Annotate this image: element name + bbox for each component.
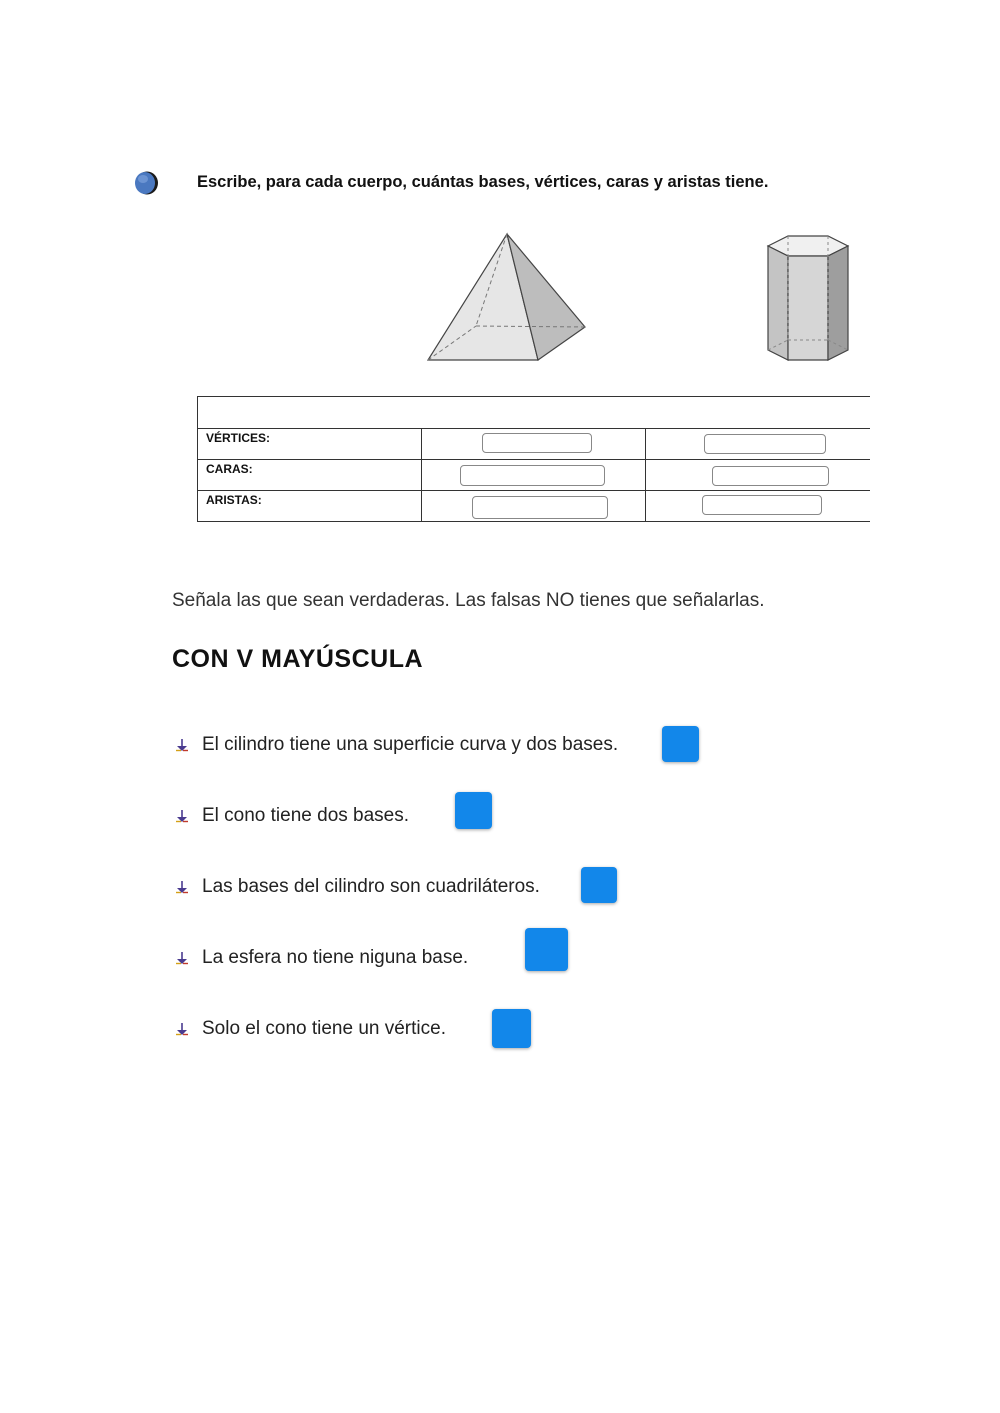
table-header-row [198, 397, 871, 429]
statement-5-answer-box[interactable] [492, 1009, 531, 1048]
table-row [198, 429, 871, 460]
pyramid-vertices-input[interactable] [482, 433, 592, 453]
table-row [198, 491, 871, 522]
exercise2-heading: CON V MAYÚSCULA [172, 645, 424, 673]
exercise2-subtitle: Señala las que sean verdaderas. Las falsas NO tienes que señalarlas. [172, 590, 765, 611]
statement-1-text: El cilindro tiene una superficie curva y dos bases. [202, 734, 619, 755]
statement-4-answer-box[interactable] [525, 928, 568, 971]
down-arrow-bullet-icon [175, 809, 189, 823]
row-label-faces: CARAS: [198, 460, 422, 491]
down-arrow-bullet-icon [175, 951, 189, 965]
exercise1-instruction: Escribe, para cada cuerpo, cuántas bases, vértices, caras y aristas tiene. [197, 173, 769, 191]
down-arrow-bullet-icon [175, 1022, 189, 1036]
row-label-vertices: VÉRTICES: [198, 429, 422, 460]
statement-2-answer-box[interactable] [455, 792, 492, 829]
pyramid-faces-input[interactable] [460, 465, 605, 486]
down-arrow-bullet-icon [175, 738, 189, 752]
down-arrow-bullet-icon [175, 880, 189, 894]
prism-vertices-input[interactable] [704, 434, 826, 454]
statement-1-answer-box[interactable] [662, 726, 699, 762]
statement-5-text: Solo el cono tiene un vértice. [202, 1018, 446, 1039]
prism-edges-input[interactable] [702, 495, 822, 515]
pyramid-edges-input[interactable] [472, 496, 608, 519]
row-label-edges: ARISTAS: [198, 491, 422, 522]
prism-faces-input[interactable] [712, 466, 829, 486]
circle-bullet-icon [133, 170, 159, 196]
statement-2-text: El cono tiene dos bases. [202, 805, 410, 826]
table-row [198, 460, 871, 491]
hexagonal-prism-figure [760, 232, 858, 367]
statement-3-answer-box[interactable] [581, 867, 617, 903]
square-pyramid-figure [420, 228, 595, 368]
solids-table [197, 396, 870, 522]
statement-3-text: Las bases del cilindro son cuadriláteros. [202, 876, 540, 897]
statement-4-text: La esfera no tiene niguna base. [202, 947, 469, 968]
